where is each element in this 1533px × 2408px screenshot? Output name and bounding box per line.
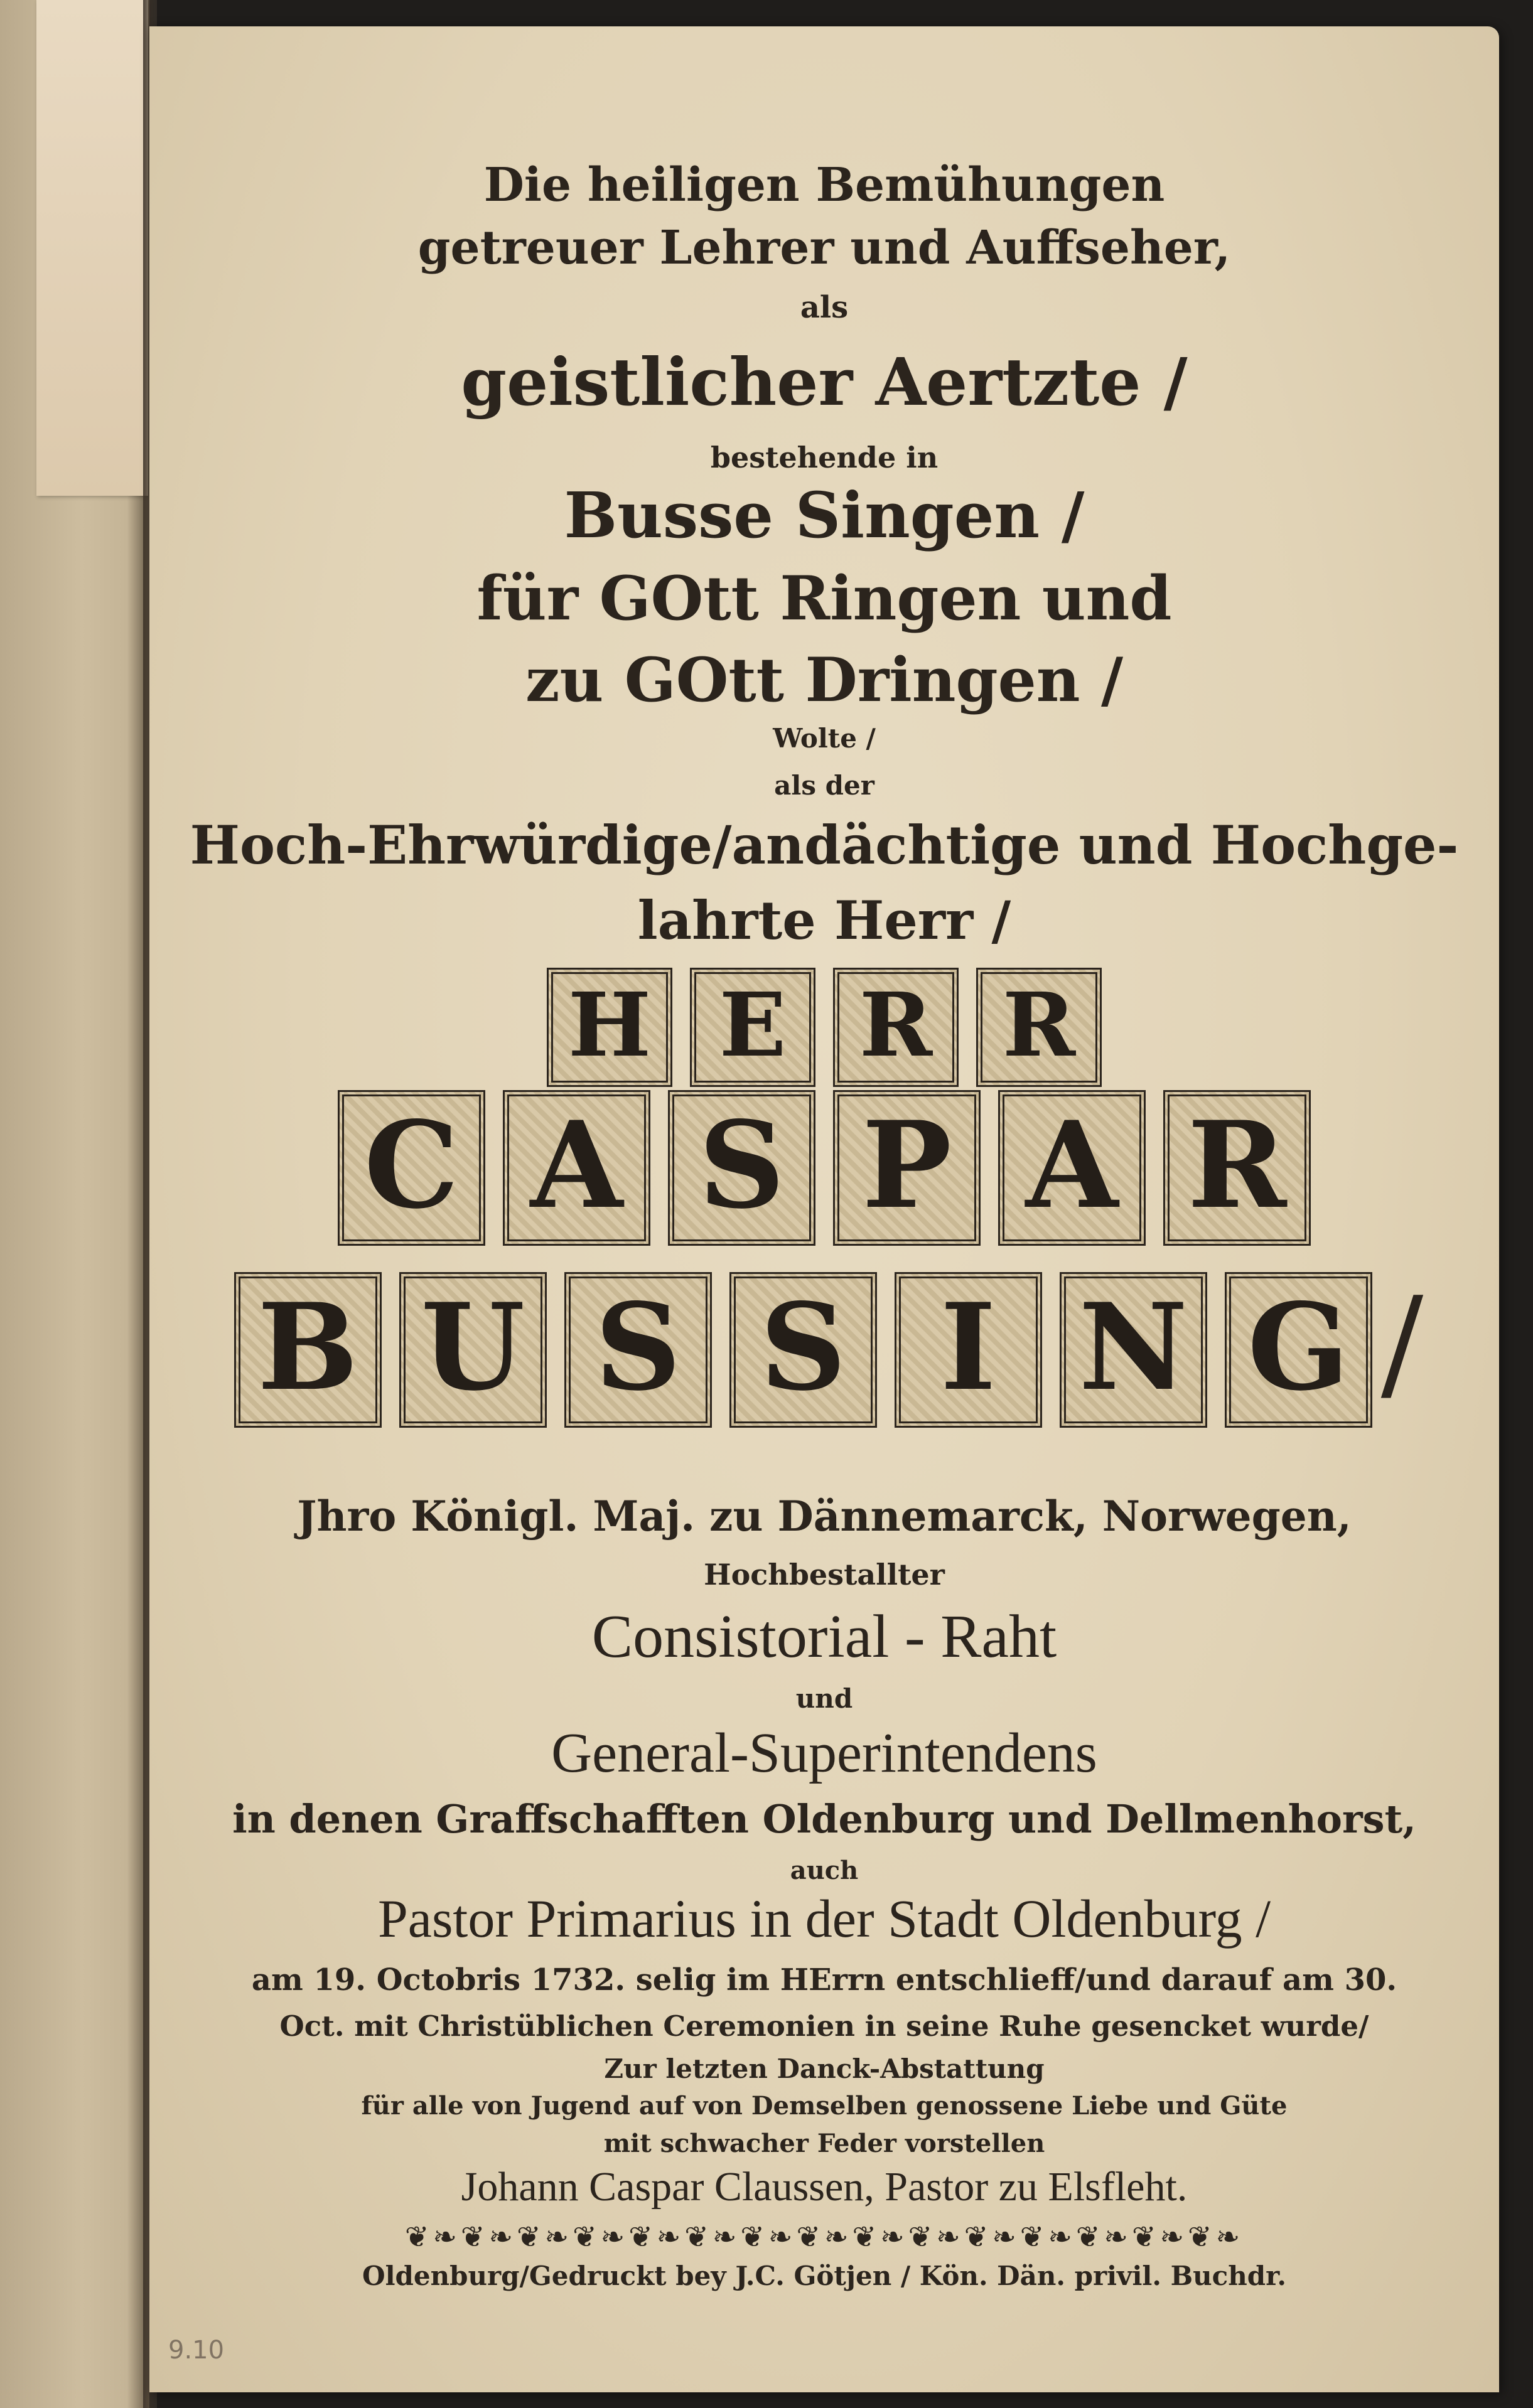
- surname-initial: U: [399, 1272, 547, 1428]
- title-line-3: als: [800, 290, 849, 325]
- first-name-initial: P: [833, 1090, 981, 1246]
- imprint-line: Oldenburg/Gedruckt bey J.C. Götjen / Kön. Dän. privil. Buchdr.: [362, 2261, 1287, 2291]
- surname-initial: G: [1225, 1272, 1372, 1428]
- surname-initial: S: [564, 1272, 712, 1428]
- title-line-7: für GOtt Ringen und: [476, 563, 1172, 634]
- author-line: Johann Caspar Claussen, Pastor zu Elsfleht.: [461, 2164, 1188, 2210]
- surname-initial: B: [234, 1272, 382, 1428]
- surname-initial: I: [895, 1272, 1042, 1428]
- office-line-5: General-Superintendens: [551, 1722, 1097, 1784]
- first-name-initial: A: [503, 1090, 650, 1246]
- surname-initial: S: [729, 1272, 877, 1428]
- title-line-4: geistlicher Aertzte /: [461, 343, 1188, 420]
- title-line-8: zu GOtt Dringen /: [525, 645, 1124, 715]
- surname-slash: /: [1380, 1270, 1424, 1416]
- herr-initial: R: [833, 968, 959, 1087]
- ornament-rule: ❦❧❦❧❦❧❦❧❦❧❦❧❦❧❦❧❦❧❦❧❦❧❦❧❦❧❦❧❦❧: [404, 2220, 1244, 2254]
- first-name-initial: A: [998, 1090, 1146, 1246]
- title-line-11: Hoch-Ehrwürdige/andächtige und Hochge-: [190, 814, 1459, 876]
- herr-row: [149, 968, 1499, 1087]
- office-line-8: Pastor Primarius in der Stadt Oldenburg /: [377, 1888, 1271, 1949]
- paper-slip: [36, 0, 148, 496]
- title-line-1: Die heiligen Bemühungen: [483, 158, 1165, 212]
- herr-initial: R: [976, 968, 1102, 1087]
- office-line-9: am 19. Octobris 1732. selig im HErrn entschlieff/und darauf am 30.: [251, 1962, 1397, 1998]
- title-line-2: getreuer Lehrer und Auffseher,: [417, 221, 1231, 275]
- pencil-marginalia: 9.10: [168, 2336, 225, 2365]
- title-line-9: Wolte /: [773, 723, 876, 754]
- office-line-6: in denen Graffschafften Oldenburg und Dellmenhorst,: [232, 1796, 1416, 1842]
- first-name-initial: S: [668, 1090, 815, 1246]
- office-line-10: Oct. mit Christüblichen Ceremonien in seine Ruhe gesencket wurde/: [279, 2009, 1369, 2043]
- herr-initial: E: [690, 968, 815, 1087]
- office-line-12: für alle von Jugend auf von Demselben genossene Liebe und Güte: [361, 2091, 1288, 2121]
- first-name-initial: C: [338, 1090, 485, 1246]
- first-name-initial: R: [1163, 1090, 1311, 1246]
- surname-row: [149, 1272, 1499, 1428]
- title-line-10: als der: [774, 770, 874, 801]
- office-line-11: Zur letzten Danck-Abstattung: [604, 2053, 1045, 2084]
- title-page: [149, 26, 1499, 2392]
- first-name-row: [149, 1090, 1499, 1246]
- office-line-7: auch: [790, 1856, 859, 1885]
- title-line-5: bestehende in: [710, 441, 939, 474]
- office-line-4: und: [795, 1683, 853, 1714]
- office-line-2: Hochbestallter: [704, 1558, 945, 1592]
- title-line-12: lahrte Herr /: [637, 889, 1011, 951]
- office-line-3: Consistorial - Raht: [591, 1603, 1057, 1671]
- surname-initial: N: [1060, 1272, 1207, 1428]
- office-line-1: Jhro Königl. Maj. zu Dännemarck, Norwegen,: [297, 1492, 1352, 1541]
- herr-initial: H: [547, 968, 672, 1087]
- office-line-13: mit schwacher Feder vorstellen: [603, 2129, 1045, 2158]
- title-line-6: Busse Singen /: [564, 478, 1085, 552]
